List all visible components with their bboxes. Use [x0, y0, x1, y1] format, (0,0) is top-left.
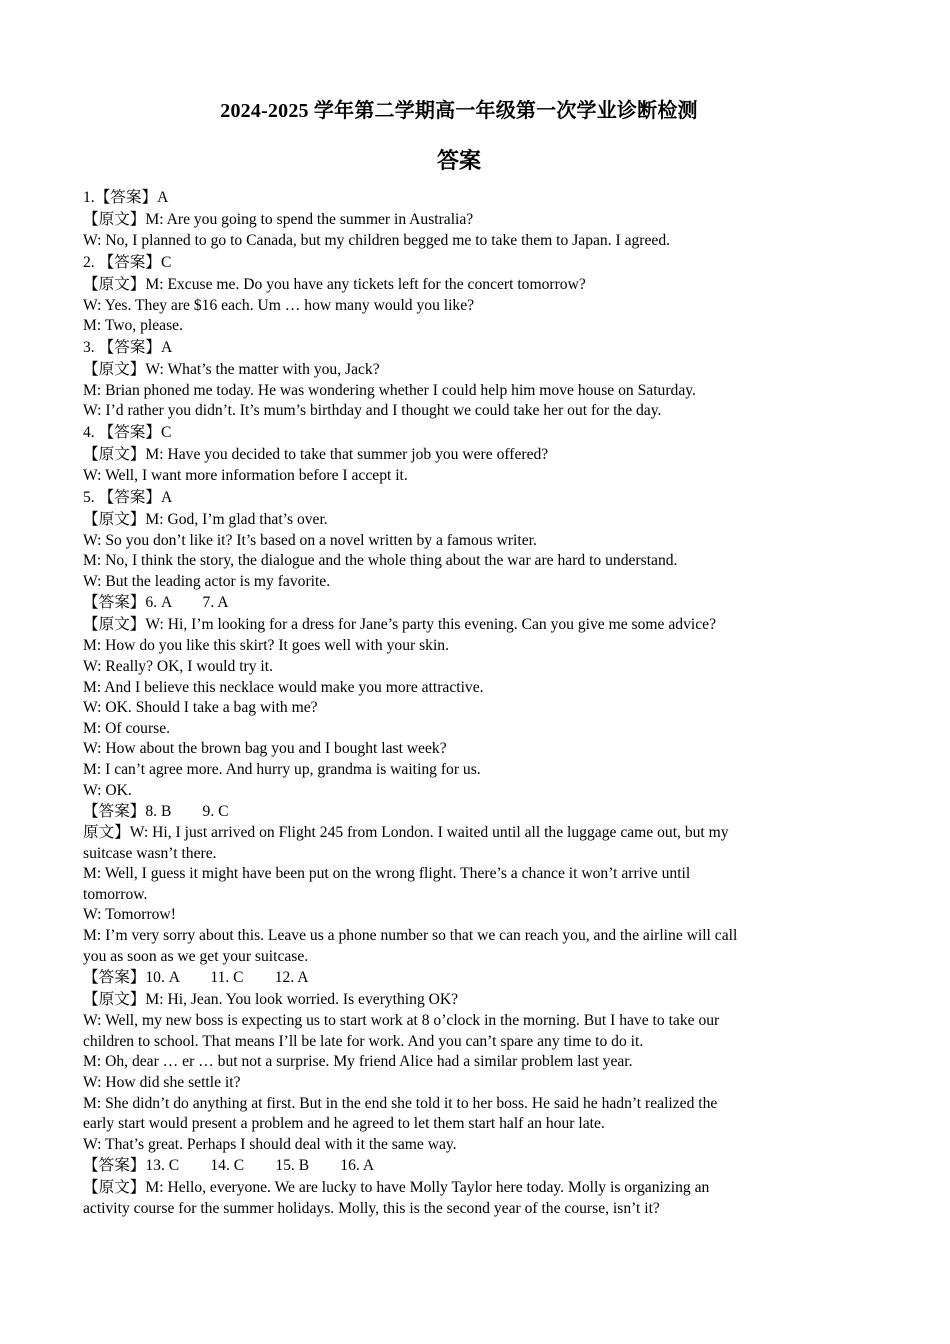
text-line: W: No, I planned to go to Canada, but my children begged me to take them to Japan. I agreed.: [83, 232, 671, 249]
answer-text-body: [83, 187, 828, 1220]
text-line: 1.【答案】A: [83, 189, 169, 206]
text-line: W: OK. Should I take a bag with me?: [83, 699, 318, 717]
text-line: M: How do you like this skirt? It goes well with your skin.: [83, 637, 449, 655]
text-line: 【原文】M: Are you going to spend the summer in Australia?: [83, 211, 474, 228]
document-subtitle: 答案: [436, 148, 481, 173]
text-line: M: Well, I guess it might have been put on the wrong flight. There’s a chance it won’t arrive until: [83, 865, 691, 883]
text-line: M: No, I think the story, the dialogue and the whole thing about the war are hard to understand.: [83, 552, 678, 570]
text-line: W: I’d rather you didn’t. It’s mum’s birthday and I thought we could take her out for the day.: [83, 402, 662, 420]
text-line: 【答案】10. A 11. C 12. A: [83, 969, 309, 987]
text-line: 【原文】W: Hi, I’m looking for a dress for Jane’s party this evening. Can you give me some advice?: [83, 616, 716, 634]
text-line: 【原文】M: Hello, everyone. We are lucky to have Molly Taylor here today. Molly is organizing an: [83, 1179, 710, 1197]
text-line: W: Tomorrow!: [83, 906, 176, 924]
text-line: W: That’s great. Perhaps I should deal with it the same way.: [83, 1135, 457, 1153]
text-line: M: Brian phoned me today. He was wondering whether I could help him move house on Saturday.: [83, 381, 696, 399]
document-title: 2024-2025 学年第二学期高一年级第一次学业诊断检测: [220, 100, 698, 122]
text-line: M: Of course.: [83, 719, 171, 737]
text-line: W: But the leading actor is my favorite.: [83, 572, 331, 590]
text-line: 【原文】M: God, I’m glad that’s over.: [83, 510, 328, 528]
text-line: suitcase wasn’t there.: [83, 844, 217, 862]
text-line: M: And I believe this necklace would make you more attractive.: [83, 678, 484, 696]
text-line: children to school. That means I’ll be late for work. And you can’t spare any time to do it.: [83, 1032, 644, 1050]
text-line: W: How did she settle it?: [83, 1074, 241, 1092]
text-line: W: So you don’t like it? It’s based on a novel written by a famous writer.: [83, 531, 537, 549]
text-line: you as soon as we get your suitcase.: [83, 947, 309, 965]
text-line: W: OK.: [83, 781, 132, 799]
text-line: early start would present a problem and he agreed to let them start half an hour late.: [83, 1115, 605, 1133]
text-line: 【原文】M: Hi, Jean. You look worried. Is everything OK?: [83, 991, 459, 1009]
text-line: 【答案】13. C 14. C 15. B 16. A: [83, 1157, 375, 1175]
text-line: 5. 【答案】A: [83, 488, 173, 506]
text-line: M: Two, please.: [83, 317, 183, 335]
text-line: M: I can’t agree more. And hurry up, grandma is waiting for us.: [83, 760, 481, 778]
text-line: 【答案】8. B 9. C: [83, 803, 229, 821]
text-line: M: Oh, dear … er … but not a surprise. My friend Alice had a similar problem last year.: [83, 1053, 633, 1071]
text-line: tomorrow.: [83, 885, 148, 903]
text-line: W: Yes. They are $16 each. Um … how many would you like?: [83, 296, 475, 314]
text-line: M: I’m very sorry about this. Leave us a phone number so that we can reach you, and the airline will call: [83, 927, 738, 945]
text-line: W: Well, I want more information before I accept it.: [83, 466, 408, 484]
text-line: 3. 【答案】A: [83, 338, 173, 356]
text-line: 【原文】M: Have you decided to take that summer job you were offered?: [83, 445, 549, 463]
text-line: 2. 【答案】C: [83, 253, 172, 271]
text-line: W: Well, my new boss is expecting us to start work at 8 o’clock in the morning. But I have to take our: [83, 1012, 720, 1030]
text-line: M: She didn’t do anything at first. But in the end she told it to her boss. He said he hadn’t realized the: [83, 1094, 718, 1112]
text-line: 【原文】M: Excuse me. Do you have any tickets left for the concert tomorrow?: [83, 275, 586, 293]
text-line: 原文】W: Hi, I just arrived on Flight 245 from London. I waited until all the luggage came out, but my: [83, 824, 729, 842]
text-line: 【原文】W: What’s the matter with you, Jack?: [83, 360, 380, 378]
text-line: 4. 【答案】C: [83, 423, 172, 441]
text-line: activity course for the summer holidays. Molly, this is the second year of the course, isn’t it?: [83, 1200, 660, 1218]
text-line: 【答案】6. A 7. A: [83, 594, 229, 612]
text-line: W: How about the brown bag you and I bought last week?: [83, 740, 447, 758]
text-line: W: Really? OK, I would try it.: [83, 657, 273, 675]
